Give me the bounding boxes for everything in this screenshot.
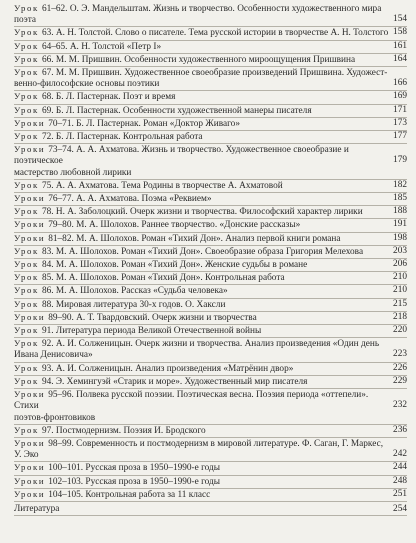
entry-continuation: поэтов-фронтовиков [14,412,96,423]
page-number: 244 [393,462,407,473]
lesson-label: Урок [14,40,39,51]
page-number: 191 [393,219,407,230]
entry-first-line [14,3,407,15]
page-number: 232 [393,400,407,411]
lesson-label: Уроки [14,117,46,128]
entry-first-line [14,285,407,297]
entry-first-line [14,476,407,488]
entry-text: 61–62. О. Э. Мандельштам. Жизнь и творчество. Особенности художественного мира [41,4,382,14]
toc-entry [14,144,407,180]
page-number: 242 [393,449,407,460]
entry-text: 98–99. Современность и постмодернизм в мировой литературе. Ф. Саган, Г. Маркес, [48,438,384,449]
entry-continuation: мастерство любовной лирики [14,167,132,178]
lesson-label: Уроки [14,389,46,400]
toc-entry [14,312,407,325]
page-number: 185 [393,193,407,204]
table-of-contents [14,3,407,502]
page-number: 164 [393,53,407,64]
page-number: 169 [393,91,407,102]
page-number: 154 [393,14,407,25]
toc-entry [14,233,407,246]
toc-entry [14,105,407,118]
entry-first-line [14,233,407,245]
entry-first-line [14,438,407,450]
entry-first-line [14,376,407,388]
page-number: 229 [393,375,407,386]
toc-entry [14,41,407,54]
entry-text: 86. М. А. Шолохов. Рассказ «Судьба человека» [41,286,228,297]
entry-first-line [14,27,407,39]
entry-text: 73–74. А. А. Ахматова. Жизнь и творчество. Художественное своеобразие и поэтическое [14,145,349,167]
entry-text: 83. М. А. Шолохов. Роман «Тихий Дон». Своеобразие образа Григория Мелехова [41,246,364,257]
entry-text: 97. Постмодернизм. Поэзия И. Бродского [41,425,206,436]
page-number: 198 [393,232,407,243]
page-number: 226 [393,362,407,373]
lesson-label: Урок [14,325,39,336]
lesson-label: Урок [14,285,39,296]
page-number: 220 [393,325,407,336]
entry-first-line [14,105,407,117]
page-number: 210 [393,285,407,296]
entry-first-line [14,299,407,311]
entry-first-line [14,338,407,350]
entry-text: 63. А. Н. Толстой. Слово о писателе. Тема русской истории в творчестве А. Н. Толстого [41,28,389,39]
entry-text: 88. Мировая литература 30-х годов. О. Хаксли [41,299,226,310]
page-number: 179 [393,155,407,166]
toc-entry [14,438,407,462]
page-number: 188 [393,206,407,217]
page-number: 161 [393,40,407,51]
toc-entry [14,246,407,259]
entry-first-line [14,41,407,53]
entry-continuation: Ивана Денисовича» [14,350,93,361]
entry-text: Литература [14,503,60,514]
entry-text: 89–90. А. Т. Твардовский. Очерк жизни и творчества [48,312,257,323]
entry-first-line [14,325,407,337]
lesson-label: Урок [14,298,39,309]
lesson-label: Уроки [14,193,46,204]
toc-entry [14,363,407,376]
lesson-label: Урок [14,259,39,270]
entry-text: 76–77. А. А. Ахматова. Поэма «Реквием» [48,194,212,205]
entry-text: 84. М. А. Шолохов. Роман «Тихий Дон». Женские судьбы в романе [41,260,308,271]
page-number: 158 [393,27,407,38]
lesson-label: Уроки [14,232,46,243]
entry-first-line [14,67,407,79]
toc-entry [14,376,407,389]
lesson-label: Урок [14,424,39,435]
entry-text: 70–71. Б. Л. Пастернак. Роман «Доктор Живаго» [48,118,240,129]
entry-text: 85. М. А. Шолохов. Роман «Тихий Дон». Контрольная работа [41,273,285,284]
entry-text: 94. Э. Хемингуэй «Старик и море». Художественный мир писателя [41,376,308,387]
toc-entry [14,259,407,272]
page-number: 177 [393,131,407,142]
entry-first-line [14,193,407,205]
page-number: 248 [393,475,407,486]
page-number: 203 [393,245,407,256]
entry-first-line [14,246,407,258]
lesson-label: Уроки [14,488,46,499]
lesson-label: Уроки [14,144,46,155]
entry-text: 81–82. М. А. Шолохов. Роман «Тихий Дон». Анализ первой книги романа [48,233,341,244]
toc-entry [14,338,407,362]
lesson-label: Урок [14,53,39,64]
lesson-label: Уроки [14,311,46,322]
entry-first-line [14,312,407,324]
lesson-label: Уроки [14,437,46,448]
page-number: 182 [393,179,407,190]
page-number: 166 [393,78,407,89]
entry-first-line [14,144,407,167]
page-number: 236 [393,424,407,435]
lesson-label: Урок [14,67,39,78]
toc-entry [14,462,407,475]
toc-entry [14,54,407,67]
entry-first-line [14,389,407,412]
entry-text: 64–65. А. Н. Толстой «Петр I» [41,41,162,52]
toc-entry [14,389,407,425]
lesson-label: Урок [14,104,39,115]
page-number: 171 [393,104,407,115]
entry-text: 102–103. Русская проза в 1950–1990-е годы [48,476,221,487]
lesson-label: Урок [14,179,39,190]
entry-first-line [14,206,407,218]
toc-entry [14,67,407,91]
entry-text: 95–96. Полвека русской поэзии. Поэтическая весна. Поэзия периода «оттепели». Стихи [14,390,369,412]
page-number: 254 [393,503,407,514]
toc-entry-literature [14,504,407,516]
entry-text: 78. Н. А. Заболоцкий. Очерк жизни и творчества. Философский характер лирики [41,207,363,218]
entry-first-line [14,180,407,192]
toc-entry [14,91,407,104]
toc-entry [14,476,407,489]
entry-first-line [14,272,407,284]
entry-text: 68. Б. Л. Пастернак. Поэт и время [41,92,176,103]
toc-entry [14,206,407,219]
entry-first-line [14,91,407,103]
toc-entry [14,131,407,144]
entry-first-line [14,425,407,437]
entry-first-line [14,489,407,501]
lesson-label: Уроки [14,462,46,473]
lesson-label: Урок [14,206,39,217]
entry-continuation: У. Эко [14,450,39,461]
page-number: 173 [393,117,407,128]
toc-entry [14,325,407,338]
toc-entry [14,219,407,232]
toc-entry [14,425,407,438]
entry-text: 67. М. М. Пришвин. Художественное своеобразие произведений Пришвина. Художест- [41,68,388,79]
lesson-label: Урок [14,3,39,13]
entry-text: 66. М. М. Пришвин. Особенности художественного мироощущения Пришвина [41,54,356,65]
page-number: 210 [393,272,407,283]
entry-first-line [14,219,407,231]
entry-first-line [14,118,407,130]
lesson-label: Урок [14,27,39,38]
lesson-label: Урок [14,362,39,373]
toc-entry [14,180,407,193]
entry-text: 75. А. А. Ахматова. Тема Родины в творчестве А. Ахматовой [41,180,283,191]
entry-text: 79–80. М. А. Шолохов. Раннее творчество. «Донские рассказы» [48,220,301,231]
lesson-label: Урок [14,338,39,349]
page-number: 251 [393,488,407,499]
entry-first-line [14,259,407,271]
toc-entry [14,285,407,298]
entry-text: 100–101. Русская проза в 1950–1990-е годы [48,463,221,474]
toc-entry [14,118,407,131]
entry-first-line [14,363,407,375]
lesson-label: Уроки [14,219,46,230]
toc-entry [14,272,407,285]
toc-entry [14,299,407,312]
page-number: 218 [393,311,407,322]
entry-first-line [14,131,407,143]
entry-first-line [14,54,407,66]
entry-text: 92. А. И. Солженицын. Очерк жизни и творчества. Анализ произведения «Один день [41,339,380,350]
toc-entry [14,489,407,502]
entry-text: 93. А. И. Солженицын. Анализ произведения «Матрёнин двор» [41,363,294,374]
page-number: 223 [393,349,407,360]
toc-entry [14,193,407,206]
entry-continuation: венно-философские основы поэтики [14,79,160,90]
entry-text: 104–105. Контрольная работа за 11 класс [48,489,211,500]
entry-continuation: поэта [14,15,37,26]
entry-text: 72. Б. Л. Пастернак. Контрольная работа [41,132,203,143]
lesson-label: Урок [14,272,39,283]
lesson-label: Урок [14,91,39,102]
page-number: 215 [393,298,407,309]
lesson-label: Урок [14,245,39,256]
lesson-label: Урок [14,375,39,386]
toc-entry [14,27,407,40]
entry-text: 91. Литература периода Великой Отечественной войны [41,326,262,337]
lesson-label: Уроки [14,475,46,486]
page-number: 206 [393,259,407,270]
lesson-label: Урок [14,131,39,142]
entry-first-line [14,462,407,474]
toc-entry [14,3,407,27]
entry-text: 69. Б. Л. Пастернак. Особенности художественной манеры писателя [41,105,312,116]
